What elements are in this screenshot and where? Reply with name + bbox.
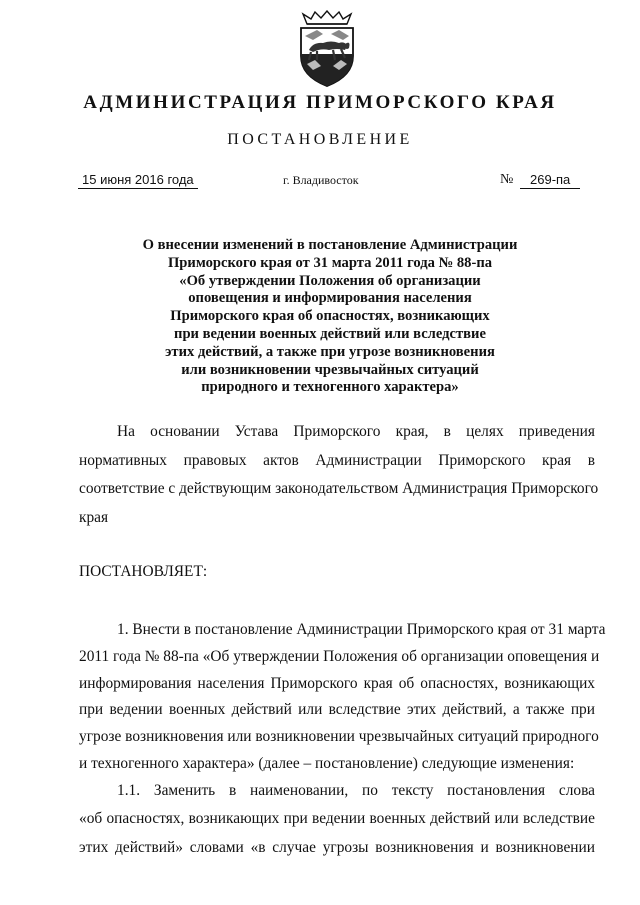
organization-title: АДМИНИСТРАЦИЯ ПРИМОРСКОГО КРАЯ [83, 92, 557, 113]
point-1-line: и техногенного характера» (далее – постановление) следующие изменения: [79, 754, 575, 772]
point-1-line: 1. Внести в постановление Администрации Приморского края от 31 марта [117, 621, 606, 638]
point-1-1-line: 1.1. Заменить в наименовании, по тексту постановления слова [117, 782, 595, 799]
preamble-line: нормативных правовых актов Администрации Приморского края в [79, 451, 595, 469]
point-1-1-line: этих действий» словами «в случае угрозы возникновения и возникновении [79, 838, 595, 856]
preamble-line: соответствие с действующим законодательством Администрация Приморского [79, 480, 599, 497]
document-type: ПОСТАНОВЛЕНИЕ [227, 131, 413, 148]
point-1-line: при ведении военных действий или вследствие этих действий, а также при [79, 701, 595, 719]
point-1-line: информирования населения Приморского края об опасностях, возникающих [79, 674, 595, 692]
subject-line: или возникновении чрезвычайных ситуаций [181, 361, 479, 378]
subject-line: Приморского края от 31 марта 2011 года № 88-па [167, 254, 493, 271]
point-1-line: угрозе возникновения или возникновении чрезвычайных ситуаций природного [79, 728, 599, 746]
point-1-1-line: «об опасностях, возникающих при ведении военных действий или вследствие [79, 810, 595, 828]
subject-line: О внесении изменений в постановление Администрации [142, 237, 518, 253]
coat-of-arms-icon [293, 10, 361, 88]
preamble-line: края [79, 508, 109, 526]
document-number: 269-па [520, 172, 580, 189]
subject-line: этих действий, а также при угрозе возникновения [165, 343, 495, 360]
subject-line: оповещения и информирования населения [188, 290, 472, 307]
subject-line: природного и техногенного характера» [201, 379, 459, 396]
decree-word: ПОСТАНОВЛЯЕТ: [79, 563, 208, 580]
point-1-paragraph [79, 617, 606, 778]
point-1-1-paragraph [79, 777, 595, 862]
number-label: № [500, 172, 514, 187]
preamble-line: На основании Устава Приморского края, в целях приведения [117, 423, 595, 440]
document-meta [0, 172, 640, 192]
preamble-paragraph [79, 418, 599, 532]
subject-line: Приморского края об опасностях, возникающих [170, 308, 490, 325]
subject-line: «Об утверждении Положения об организации [179, 272, 481, 289]
document-city: г. Владивосток [283, 173, 359, 187]
point-1-line: 2011 года № 88-па «Об утверждении Положения об организации оповещения и [79, 647, 600, 665]
document-date: 15 июня 2016 года [78, 172, 198, 189]
subject-line: при ведении военных действий или вследствие [174, 325, 486, 342]
document-subject [110, 237, 550, 397]
